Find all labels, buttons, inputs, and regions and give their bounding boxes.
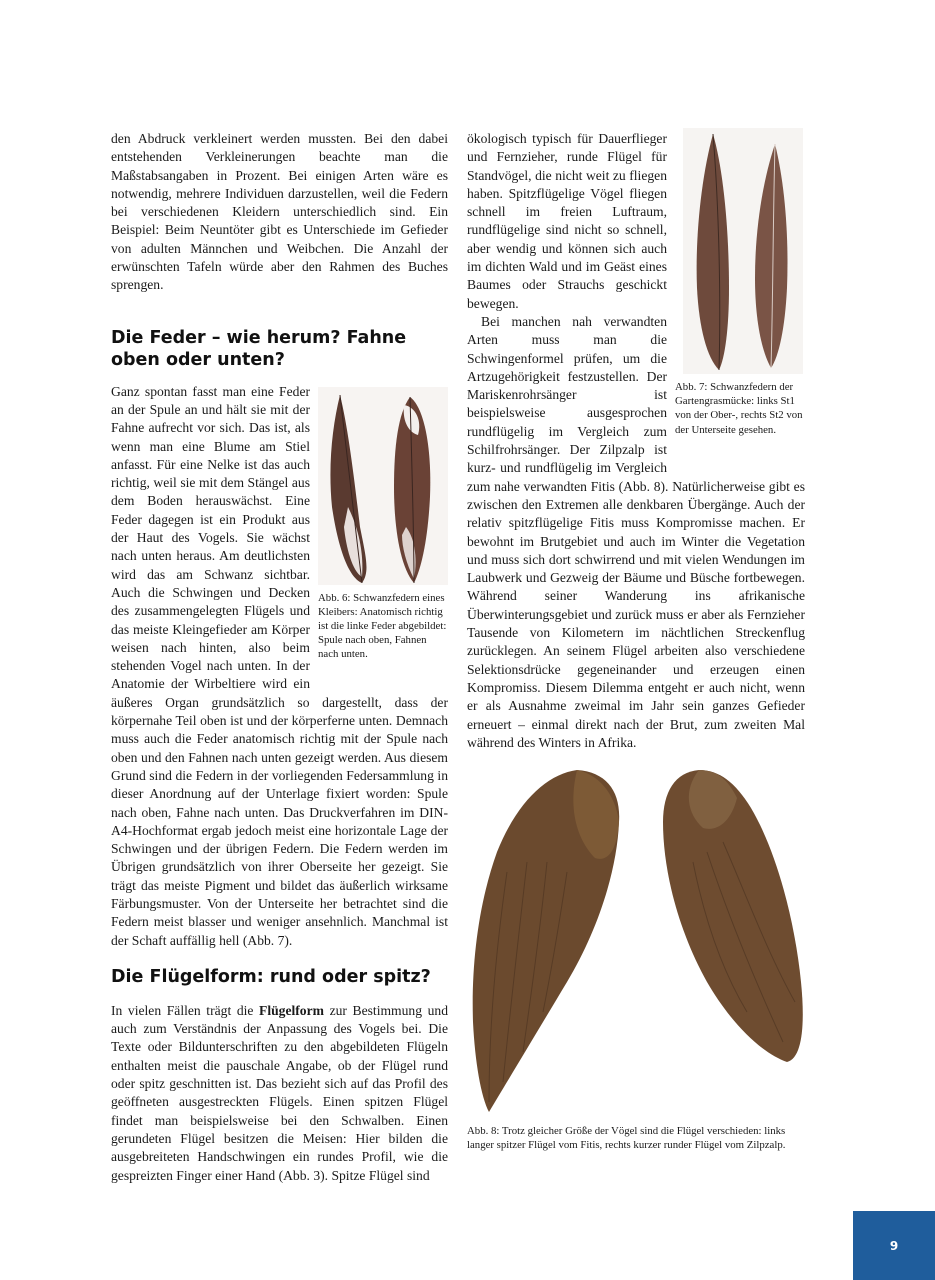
figure-7 — [675, 128, 805, 466]
paragraph-intro: den Abdruck verkleinert werden mussten. Bei den dabei entstehenden Verkleinerungen beachte man die Maßstabsangaben in Prozent. Bei einigen Arten wäre es notwendig, mehrere Individuen darzustellen, weil die Federn bei verschiedenen Kleidern unterschiedlich sind. Ein Beispiel: Beim Neuntöter gibt es Unterschiede im Gefieder von adulten Männchen und Weibchen. Die Anzahl der erwünschten Tafeln würde aber den Rahmen des Buches sprengen. — [111, 131, 448, 293]
paragraph-wing-shape — [111, 1002, 448, 1185]
heading-feather-orientation: Die Feder – wie herum? Fahne oben oder unten? — [111, 327, 407, 370]
page-number-box — [853, 1211, 935, 1280]
figure-7-caption: Abb. 7: Schwanzfedern der Gartengrasmücke: links St1 von der Ober-, rechts St2 von der Unterseite gesehen. — [675, 381, 803, 436]
figure-8-caption: Abb. 8: Trotz gleicher Größe der Vögel sind die Flügel verschieden: links langer spitzer Flügel vom Fitis, rechts kurzer runder Flügel vom Zilpzalp. — [467, 1125, 786, 1152]
right-column — [467, 130, 805, 752]
wings-photo — [467, 762, 807, 1114]
heading-wing-shape: Die Flügelform: rund oder spitz? — [111, 966, 431, 987]
wing-shape-text-a: In vielen Fällen trägt die — [111, 1002, 260, 1018]
left-column — [111, 130, 448, 1185]
figure-6-caption: Abb. 6: Schwanzfedern eines Kleibers: Anatomisch richtig ist die linke Feder abgebildet: Spule nach oben, Fahnen nach unten. — [318, 591, 447, 661]
paragraph-wing-formula: Bei manchen nah verwandten Arten muss man die Schwingenformel prüfen, um die Artzugehörigkeit festzustellen. Der Mariskenrohrsänger ist beispielsweise ausgesprochen rundflügelig im Vergleich zum Schilfrohrsänger. Der Zilpzalp ist kurz- und rundflügelig im Vergleich zum nahe verwandten Fitis (Abb. 8). Natürlicherweise gibt es zwischen den Extremen alle denkbaren Übergänge. Auch der relativ spitzflügelige Fitis muss Kompromisse machen. Er bewohnt im Brutgebiet und auch im Winter die Vegetation und muss sich dort schwirrend und mit vielen Wendungen im Laubwerk und Gezweig der Bäume und Büsche fortbewegen. Während seiner Wanderung ins afrikanische Überwinterungsgebiet und zurück muss er aber als Fernzieher Tausende von Kilometern im nächtlichen Streckenflug zurücklegen. An seinem Flügel arbeiten also verschiedene Selektionsdrücke gegeneinander und erzeugen einen Kompromiss. Diesem Dilemma entgeht er auch nicht, wenn er als Ausnahme zweimal im Jahr sein ganzes Gefieder erneuert – einmal direkt nach der Brut, zum zweiten Mal während des Winters in Afrika. — [467, 313, 805, 750]
paragraph-wing-ecology: ökologisch typisch für Dauerflieger und Fernzieher, runde Flügel für Standvögel, die nicht weit zu fliegen haben. Spitzflügelige Vögel fliegen schnell im freien Luftraum, rundflügelige sind nicht so schnell, aber wendig und können sich auch im dichten Wald und im Geäst eines Baumes oder Strauchs geschickt bewegen. — [467, 131, 667, 311]
nuthatch-tail-feathers-photo — [318, 387, 448, 585]
paragraph-feather-orientation: Ganz spontan fasst man eine Feder an der Spule an und hält sie mit der Fahne aufrecht vor sich. Das ist, als wenn man eine Blume am Stiel anfasst. Für eine Nelke ist das auch richtig, weil sie mit dem Stängel aus dem Boden herauswächst. Eine Feder dagegen ist ein Produkt aus der Haut des Vogels. Sie wächst nach unten heraus. Am deutlichsten wird das am Schwanz sichtbar. Auch die Schwingen und Decken des zusammengelegten Flügels und das meiste Kleingefieder am Körper weisen nach hinten, also beim stehenden Vogel nach unten. In der Anatomie der Wirbeltiere wird ein äußeres Organ grundsätzlich so dargestellt, dass der körpernahe Teil oben ist und der körperferne unten. Demnach muss auch die Feder anatomisch richtig mit der Spule nach oben und den Fahnen nach unten gezeigt werden. Aus diesem Grund sind die Federn in der vorliegenden Federsammlung in dieser Anordnung auf der Unterlage fixiert worden: Spule nach oben, Fahne nach unten. Das Druckverfahren im DIN-A4-Hochformat ergab jedoch meist eine horizontale Lage der Schwingen und der übrigen Federn. Die Federn werden im Übrigen grundsätzlich von ihrer Oberseite her gezeigt. Sie trägt das meiste Pigment und bildet das äußerlich wirksame Färbungsmuster. Von der Unterseite her betrachtet sind die Federn meist blasser und weniger ansehnlich. Manchmal ist der Schaft auffällig hell (Abb. 7). — [111, 383, 448, 948]
wing-shape-text-b: zur Bestimmung und auch zum Verständnis der Anpassung des Vogels bei. Die Texte oder Bildunterschriften zu den abgebildeten Flügeln enthalten meist die pauschale Angabe, ob der Flügel rund oder spitz geschnitten ist. Das bezieht sich auf das Profil des geöffneten ausgestreckten Flügels. Einen spitzen Flügel findet man beispielsweise bei den Schwalben. Einen gerundeten Flügel besitzen die Meisen: Hier bilden die ausgebreiteten Handschwingen ein rundes Profil, wie die gespreizten Finger einer Hand (Abb. 3). Spitze Flügel sind — [111, 1002, 448, 1183]
figure-6 — [318, 387, 448, 682]
wing-shape-term: Flügelform — [259, 1002, 324, 1018]
page-number: 9 — [889, 1238, 899, 1253]
garden-warbler-tail-feathers-photo — [683, 128, 803, 374]
